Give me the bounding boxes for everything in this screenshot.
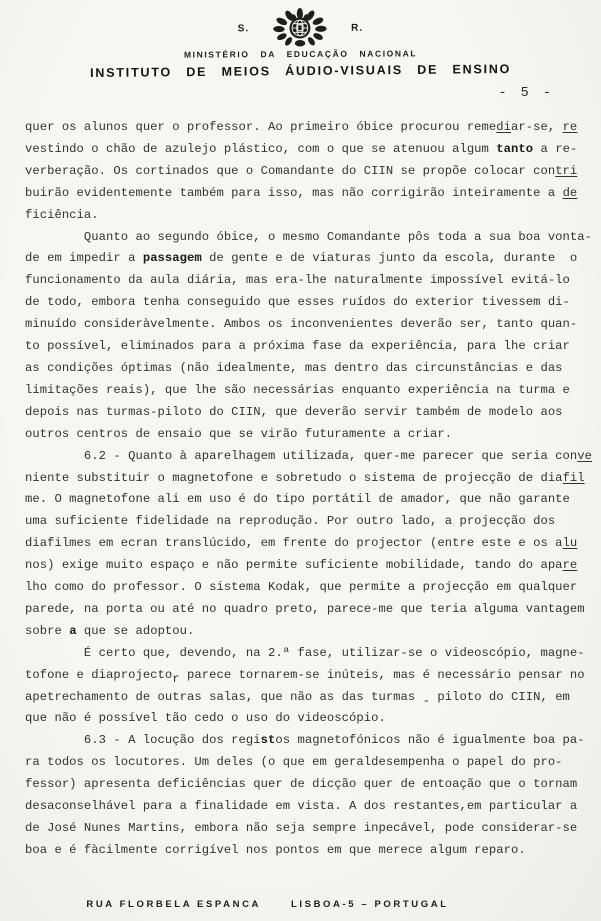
institute-name: INSTITUTO DE MEIOS ÁUDIO-VISUAIS DE ENSINO [90,61,512,81]
text-line: fessor) apresenta deficiências quer de dicção quer de entoação que o tornam [25,777,578,792]
text-line: sobre a que se adoptou. [25,623,195,638]
text-line: É certo que, devendo, na 2.ª fase, utilizar-se o videoscópio, magne- [25,645,585,660]
footer [0,899,568,910]
text-line: 6.3 - A locução dos registos magnetofónicos não é igualmente boa pa- [25,733,585,748]
text-line: as condições óptimas (não idealmente, mas dentro das circunstâncias e das [25,360,563,375]
text-line: tofone e diaprojector parece tornarem-se inúteis, mas é necessário pensar no [25,667,585,686]
text-line: me. O magnetofone ali em uso é do tipo portátil de amador, que não garante [25,492,570,507]
text-line: minuído consideràvelmente. Ambos os inconvenientes deverão ser, tanto quan- [25,317,578,332]
text-line: diafilmes em ecran translúcido, em frente do projector (entre este e os alu [25,536,578,551]
text-line: quer os alunos quer o professor. Ao primeiro óbice procurou remediar-se, re [25,120,578,134]
footer-address: RUA FLORBELA ESPANCA [86,899,261,910]
text-line: boa e é fàcilmente corrigível nos pontos em que merece algum reparo. [25,842,526,857]
text-line: Quanto ao segundo óbice, o mesmo Comandante pôs toda a sua boa vonta- [25,229,593,244]
s-label: S. [237,22,250,34]
text-line: desaconselhável para a finalidade em vista. A dos restantes,em particular a [25,799,578,814]
text-line: uma suficiente fidelidade na reprodução. Por outro lado, a projecção dos [25,514,556,529]
text-line: lho como do professor. O sistema Kodak, que permite a projecção em qualquer [25,580,578,595]
text-line: nos) exige muito espaço e não permite suficiente mobilidade, tando do apare [25,558,578,573]
text-line: 6.2 - Quanto à aparelhagem utilizada, quer-me parecer que seria conve [25,448,593,463]
text-line: limitações reais), que lhe são necessárias enquanto experiência na turma e [25,382,570,397]
document-body [25,117,591,862]
ministry-name: MINISTÉRIO DA EDUCAÇÃO NACIONAL [183,48,418,60]
text-line: funcionamento da aula diária, mas era-lhe naturalmente impossível evitá-lo [25,273,570,288]
text-line: que não é possível tão cedo o uso do videoscópio. [25,711,386,726]
text-line: outros centros de ensaio que se virão futuramente a criar. [25,426,453,441]
text-line: vestindo o chão de azulejo plástico, com o que se atenuou algum tanto a re- [25,141,578,156]
text-line: niente substituir o magnetofone e sobretudo o sistema de projecção de diafil [25,470,585,485]
text-line: verberação. Os cortinados que o Comandante do CIIN se propõe colocar contri [25,163,578,178]
text-line: buirão evidentemente também para isso, mas não corrigirão inteiramente a de [25,185,578,200]
letterhead [0,6,601,79]
national-emblem-icon [271,8,329,48]
text-line: de todo, embora tenha conseguido que esses ruídos do exterior tivessem di- [25,295,570,310]
footer-city: LISBOA-5 – PORTUGAL [291,899,449,910]
crest-row [0,6,601,49]
text-line: apetrechamento de outras salas, que não as das turmas - piloto do CIIN, em [25,689,570,708]
text-line: to possível, eliminados para a próxima fase da experiência, para lhe criar [25,339,570,354]
text-line: depois nas turmas-piloto do CIIN, que deverão servir também de modelo aos [25,404,563,419]
text-line: ra todos os locutores. Um deles (o que em geraldesempenha o papel do pro- [25,755,563,770]
text-line: de em impedir a passagem de gente e de viaturas junto da escola, durante o [25,251,578,266]
text-line: parede, na porta ou até no quadro preto, parece-me que teria alguma vantagem [25,601,585,616]
r-label: R. [351,22,364,34]
page-number: - 5 - [498,86,554,101]
text-line: de José Nunes Martins, embora não seja sempre inpecável, pode considerar-se [25,821,578,835]
text-line: ficiência. [25,207,99,222]
